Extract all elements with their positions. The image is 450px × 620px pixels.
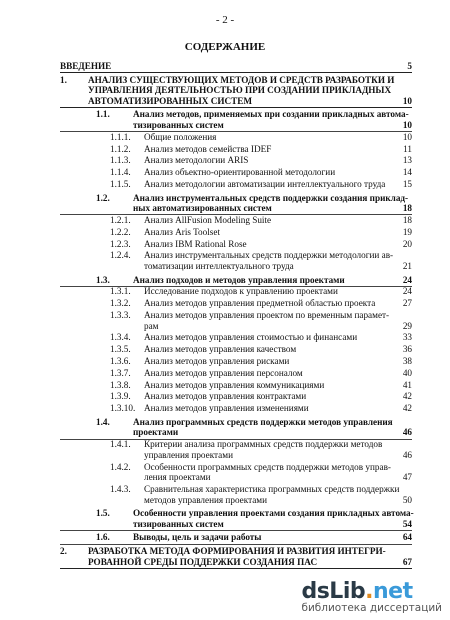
toc-entry-number: 1.2.2.: [110, 226, 131, 237]
toc-entry-number: 1.5.: [96, 508, 110, 519]
watermark-subtitle: библиотека диссертаций: [301, 602, 442, 614]
toc-page-number: 10: [402, 95, 412, 106]
toc-entry-number: 1.2.: [96, 192, 110, 203]
toc-page-number: 47: [402, 472, 412, 483]
toc-entry-number: 1.3.2.: [110, 298, 131, 309]
toc-divider: [60, 107, 412, 108]
toc-entry-title: управления проектами: [144, 449, 233, 460]
toc-entry-number: 1.2.3.: [110, 238, 131, 249]
toc-entry-title: Особенности управления проектами создания прикладных автома-: [133, 508, 414, 519]
toc-page-number: 18: [402, 203, 412, 214]
toc-page-number: 41: [402, 379, 412, 390]
toc-entry-number: 1.3.1.: [110, 286, 131, 297]
toc-entry-title: Анализ методов управления качеством: [144, 344, 297, 355]
toc-entry-title: Анализ программных средств поддержки методов управления: [133, 416, 393, 427]
toc-entry-title: Анализ методологии автоматизации интеллектуального труда: [144, 179, 386, 189]
toc-page-number: 46: [402, 449, 412, 460]
toc-entry-number: 1.4.2.: [110, 461, 131, 472]
toc-entry-title: Анализ методов управления персоналом: [144, 367, 303, 378]
toc-heading: СОДЕРЖАНИЕ: [184, 41, 266, 53]
toc-entry-title: Общие положения: [144, 131, 217, 142]
toc-page-number: 67: [402, 556, 412, 567]
toc-entry-number: 1.4.: [96, 416, 110, 427]
toc-entry-number: 1.3.10.: [110, 403, 136, 414]
toc-entry-title: Анализ методов семейства IDEF: [144, 143, 272, 154]
toc-page-number: 24: [402, 286, 412, 297]
toc-entry-number: 1.1.: [96, 109, 110, 120]
toc-entry-title: рам: [144, 320, 159, 331]
toc-entry-title: АНАЛИЗ СУЩЕСТВУЮЩИХ МЕТОДОВ И СРЕДСТВ РАЗРАБОТКИ И: [88, 74, 395, 85]
toc-page-number: 36: [402, 344, 412, 355]
toc-entry-title: Выводы, цель и задачи работы: [133, 532, 262, 543]
toc-page-number: 10: [402, 120, 412, 130]
toc-entry-title: методов управления проектами: [144, 494, 268, 505]
toc-entry-number: 1.: [60, 74, 67, 85]
toc-entry-number: 2.: [60, 546, 67, 556]
toc-divider: [60, 544, 412, 545]
toc-entry-number: 1.1.3.: [110, 155, 131, 166]
toc-page-number: 42: [402, 403, 412, 414]
toc-page-number: 20: [402, 238, 412, 249]
toc-entry-number: 1.3.6.: [110, 356, 131, 366]
toc-entry-number: 1.6.: [96, 532, 110, 543]
toc-page-number: 10: [402, 131, 412, 142]
watermark-logo: dsLib.net: [301, 579, 413, 604]
toc-entry-number: 1.1.4.: [110, 167, 131, 178]
toc-entry-title: Критерии анализа программных средств поддержки методов: [144, 439, 383, 450]
toc-entry-title: РАЗРАБОТКА МЕТОДА ФОРМИРОВАНИЯ И РАЗВИТИЯ ИНТЕГРИ-: [88, 546, 386, 556]
toc-entry-number: 1.3.5.: [110, 344, 131, 355]
toc-entry-number: 1.1.5.: [110, 179, 131, 189]
toc-entry-title: Анализ методов управления рисками: [144, 356, 290, 366]
toc-entry-number: 1.3.3.: [110, 310, 131, 320]
toc-entry-title: Особенности программных средств поддержки методов управ-: [144, 461, 391, 472]
toc-page-number: 18: [402, 215, 412, 225]
toc-page-number: 21: [402, 261, 412, 271]
toc-entry-title: Анализ методов управления проектом по временным парамет-: [144, 310, 390, 320]
toc-entry-title: томатизации интеллектуального труда: [144, 261, 294, 271]
toc-entry-title: Анализ AllFusion Modeling Suite: [144, 215, 272, 225]
toc-entry-title: Анализ инструментальных средств поддержки создания приклад-: [133, 192, 409, 203]
toc-page-number: 5: [407, 61, 412, 71]
toc-page-number: 27: [402, 298, 412, 309]
toc-entry-title: Анализ методов управления контрактами: [144, 391, 307, 402]
toc-entry-number: 1.4.3.: [110, 484, 131, 494]
toc-entry-title: Исследование подходов к управлению проектами: [144, 286, 338, 297]
toc-entry-number: 1.1.1.: [110, 131, 131, 142]
toc-page-number: 42: [402, 391, 412, 402]
toc-page-number: 13: [402, 155, 412, 166]
toc-page-number: 19: [402, 226, 412, 237]
toc-entry-title: Анализ методов управления изменениями: [144, 403, 309, 414]
toc-entry-title: АВТОМАТИЗИРОВАННЫХ СИСТЕМ: [88, 95, 253, 106]
toc-entry-title: РОВАННОЙ СРЕДЫ ПОДДЕРЖКИ СОЗДАНИЯ ПАС: [88, 556, 318, 567]
toc-entry-title: Анализ методологии ARIS: [144, 155, 249, 166]
toc-entry-number: 1.3.7.: [110, 367, 131, 378]
toc-page-number: 24: [402, 274, 412, 285]
toc-entry-number: 1.3.: [96, 274, 110, 285]
toc-entry-number: 1.2.1.: [110, 215, 131, 225]
toc-entry-title: проектами: [133, 427, 179, 438]
toc-entry-title: ления проектами: [144, 472, 211, 483]
toc-page-number: 38: [402, 356, 412, 366]
toc-page-number: 14: [402, 167, 412, 178]
toc-entry-title: Анализ методов управления стоимостью и финансами: [144, 332, 358, 343]
toc-entry-title: тизированных систем: [133, 120, 224, 130]
toc-entry-title: Анализ методов управления коммуникациями: [144, 379, 325, 390]
toc-entry-title: ных автоматизированных систем: [133, 203, 272, 214]
toc-page-number: 54: [402, 518, 412, 529]
toc-page-number: 40: [402, 367, 412, 378]
toc-entry-title: ВВЕДЕНИЕ: [60, 61, 112, 71]
toc-entry-title: Анализ подходов и методов управления проектами: [133, 274, 345, 285]
toc-page-number: 50: [402, 494, 412, 505]
page-number: - 2 -: [215, 14, 235, 26]
toc-divider: [60, 530, 412, 531]
toc-entry-number: 1.1.2.: [110, 143, 131, 154]
toc-entry-number: 1.3.9.: [110, 391, 131, 402]
toc-entry-title: Анализ Aris Toolset: [144, 226, 221, 237]
toc-page-number: 64: [402, 532, 412, 543]
toc-entry-title: Сравнительная характеристика программных средств поддержки: [144, 484, 400, 494]
toc-entry-title: Анализ инструментальных средств поддержки методологии ав-: [144, 250, 394, 261]
toc-page-number: 15: [402, 179, 412, 189]
toc-entry-number: 1.3.4.: [110, 332, 131, 343]
toc-entry-title: тизированных систем: [133, 518, 224, 529]
toc-entry-title: Анализ методов, применяемых при создании прикладных автома-: [133, 109, 409, 120]
toc-entry-title: Анализ методов управления предметной областью проекта: [144, 298, 376, 309]
toc-entry-title: Анализ IBM Rational Rose: [144, 238, 247, 249]
toc-entry-number: 1.3.8.: [110, 379, 131, 390]
toc-entry-title: Анализ объектно-ориентированной методологии: [144, 167, 336, 178]
watermark: [301, 579, 442, 614]
toc-page-number: 11: [403, 143, 412, 154]
toc-divider: [60, 72, 412, 73]
toc-page-number: 46: [402, 427, 412, 438]
toc-entry-number: 1.2.4.: [110, 250, 131, 261]
toc-page-number: 29: [402, 320, 412, 331]
toc-page-number: 33: [402, 332, 412, 343]
toc-entry-title: УПРАВЛЕНИЯ ДЕЯТЕЛЬНОСТЬЮ ПРИ СОЗДАНИИ ПРИКЛАДНЫХ: [88, 85, 392, 96]
toc-divider: [60, 568, 412, 569]
toc-entry-number: 1.4.1.: [110, 439, 131, 450]
